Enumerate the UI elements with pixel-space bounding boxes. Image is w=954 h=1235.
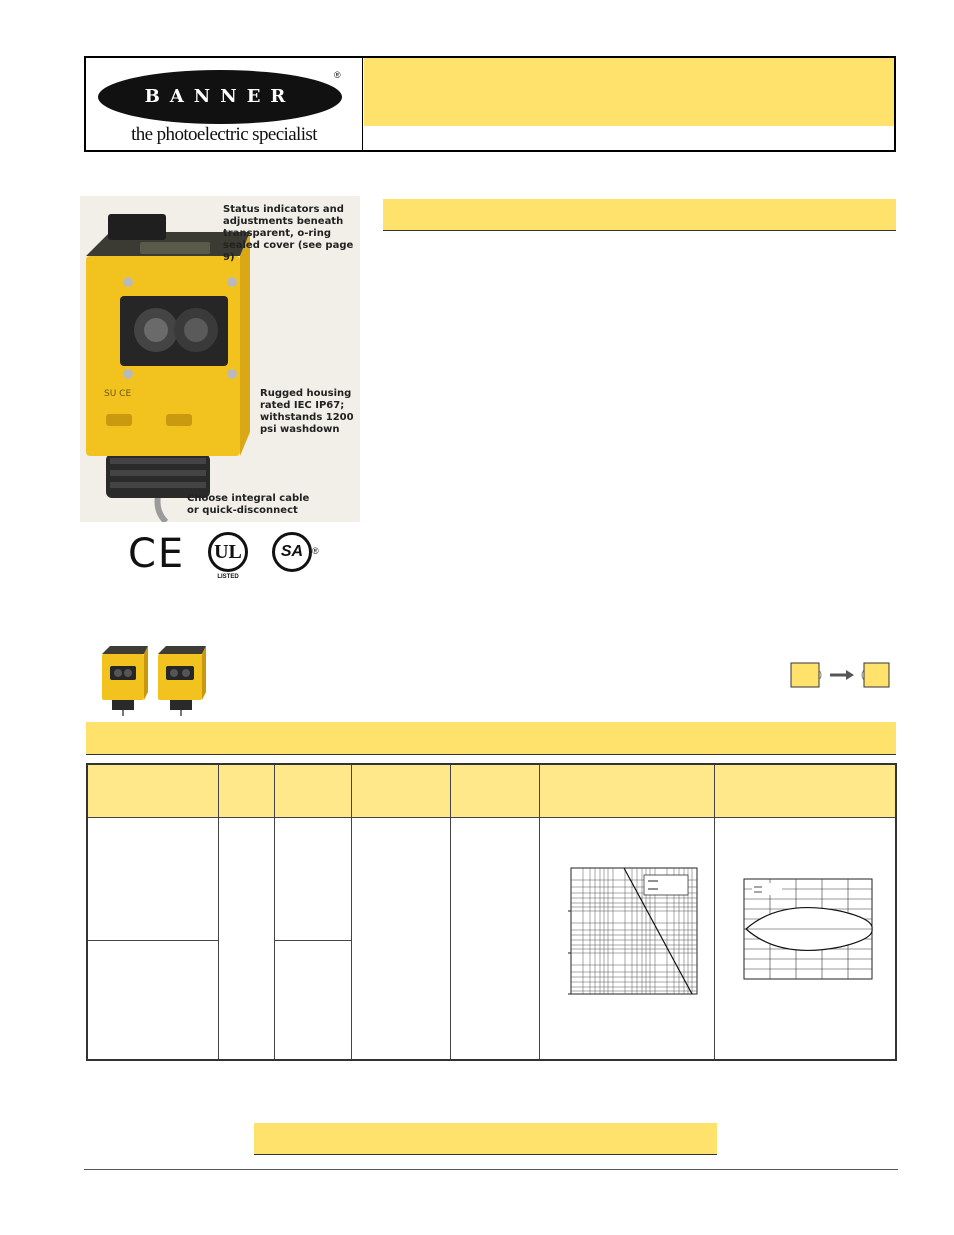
- table-row-divider: [88, 940, 219, 941]
- svg-text:SU CE: SU CE: [104, 389, 132, 399]
- csa-registered-mark: ®: [312, 546, 319, 556]
- tagline: the photoelectric specialist: [131, 124, 317, 145]
- features-heading-bar: [383, 199, 896, 231]
- sensing-mode-icons: [790, 662, 890, 688]
- table-header-supply: [352, 765, 451, 817]
- excess-gain-graph: [566, 865, 700, 999]
- arrow-icon: [830, 670, 854, 680]
- table-header-model: [88, 765, 219, 817]
- callout-rugged-housing: Rugged housing rated IEC IP67; withstands 1200 psi washdown: [260, 388, 354, 435]
- sensor-thumbnail-2: [158, 646, 206, 716]
- beam-pattern-graph: [740, 877, 874, 981]
- product-photo: [80, 196, 360, 522]
- models-heading-bar: [86, 722, 896, 755]
- ce-mark-icon: CE: [128, 531, 186, 577]
- sensor-icon: [791, 663, 819, 687]
- sensor-thumbnails: [96, 640, 212, 716]
- ul-listed-icon: UL: [208, 532, 248, 572]
- header-title-band: [364, 58, 894, 126]
- ul-listed-label: LISTED: [217, 574, 239, 580]
- models-table: [86, 763, 897, 1061]
- table-header-excess-gain: [540, 765, 715, 817]
- brand-name: BANNER: [144, 86, 296, 107]
- table-header-cable: [275, 765, 352, 817]
- footer-note-bar: [254, 1123, 717, 1155]
- table-row-divider: [275, 940, 352, 941]
- callout-status-indicators: Status indicators and adjustments beneath transparent, o-ring sealed cover (see page 9): [223, 204, 354, 263]
- logo-cell: [86, 58, 363, 150]
- reflector-icon: [864, 663, 889, 687]
- header: [84, 56, 896, 152]
- callout-cable-options: Choose integral cable or quick-disconnect: [187, 493, 310, 516]
- table-header-rule: [88, 817, 895, 818]
- page-footer-rule: [84, 1169, 898, 1170]
- csa-mark-icon: SA: [272, 532, 312, 572]
- registered-mark: ®: [334, 70, 341, 80]
- table-header-output: [451, 765, 540, 817]
- banner-logo: [98, 70, 342, 124]
- table-header-beam-pattern: [715, 765, 895, 817]
- sensor-thumbnail-1: [102, 646, 148, 716]
- table-header-range: [219, 765, 275, 817]
